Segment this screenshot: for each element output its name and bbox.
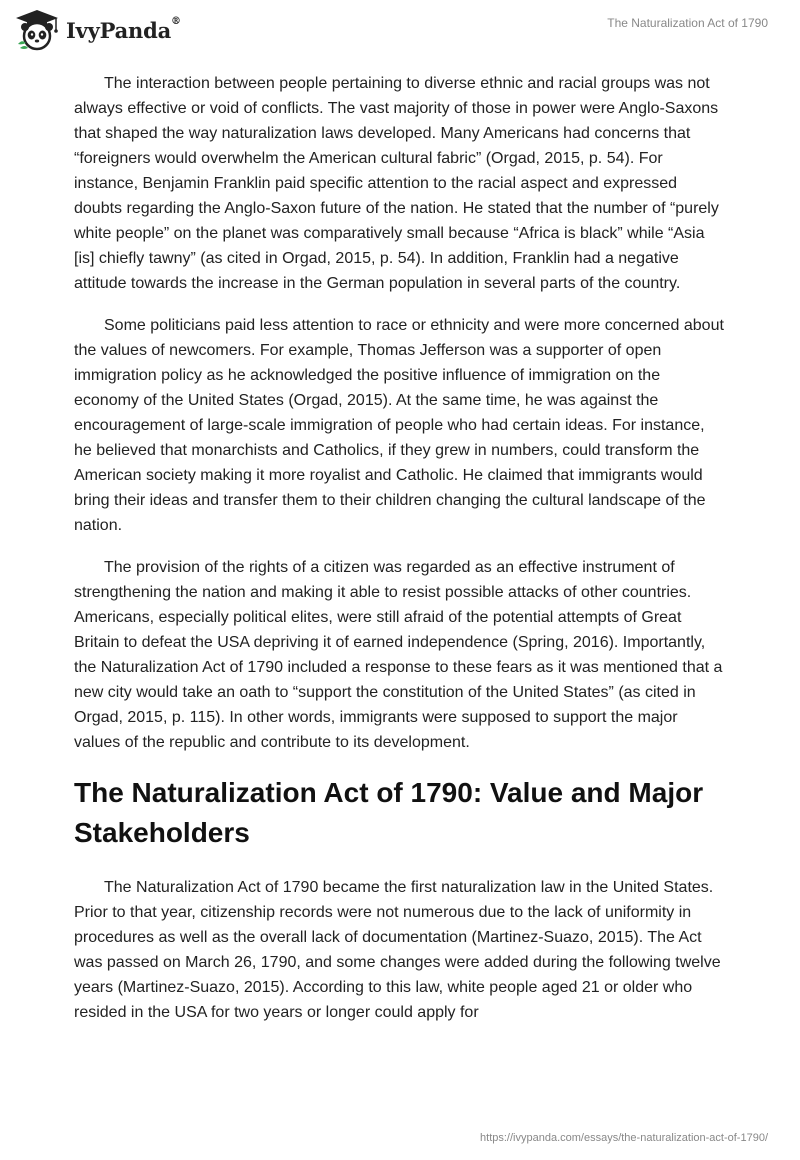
brand-logo[interactable]	[14, 8, 181, 52]
panda-graduate-icon	[14, 8, 60, 52]
page-header	[0, 0, 800, 60]
paragraph: Some politicians paid less attention to race or ethnicity and were more concerned about the values of newcomers. For example, Thomas Jefferson was a supporter of open immigration policy as he acknowledged the positive influence of immigration on the economy of the United States (Orgad, 2015). At the same time, he was against the encouragement of large-scale immigration of people who had certain ideas. For instance, he believed that monarchists and Catholics, if they grew in numbers, could transform the American society making it more royalist and Catholic. He claimed that immigrants would bring their ideas and transfer them to their children changing the cultural landscape of the nation.	[74, 317, 724, 534]
paragraph: The provision of the rights of a citizen was regarded as an effective instrument of strengthening the nation and making it able to resist possible attacks of other countries. Americans, especially political elites, were still afraid of the potential attempts of Great Britain to defeat the USA depriving it of earned independence (Spring, 2016). Importantly, the Naturalization Act of 1790 included a response to these fears as it was mentioned that a new city would take an oath to “support the constitution of the United States” (as cited in Orgad, 2015, p. 115). In other words, immigrants were supposed to support the major values of the republic and contribute to its development.	[74, 559, 723, 751]
section-heading: The Naturalization Act of 1790: Value and Major Stakeholders	[74, 777, 704, 848]
source-url[interactable]: https://ivypanda.com/essays/the-naturalization-act-of-1790/	[480, 1132, 768, 1144]
paragraph: The Naturalization Act of 1790 became the first naturalization law in the United States. Prior to that year, citizenship records were not numerous due to the lack of uniformity in procedures as well as the overall lack of documentation (Martinez-Suazo, 2015). The Act was passed on March 26, 1790, and some changes were added during the following twelve years (Martinez-Suazo, 2015). According to this law, white people aged 21 or older who resided in the USA for two years or longer could apply for	[74, 879, 721, 1021]
paragraph: The interaction between people pertaining to diverse ethnic and racial groups was not always effective or void of conflicts. The vast majority of those in power were Anglo-Saxons that shaped the way naturalization laws developed. Many Americans had concerns that “foreigners would overwhelm the American cultural fabric” (Orgad, 2015, p. 54). For instance, Benjamin Franklin paid specific attention to the racial aspect and expressed doubts regarding the Anglo-Saxon future of the nation. He stated that the number of “purely white people” on the planet was comparatively small because “Africa is black” while “Asia [is] chiefly tawny” (as cited in Orgad, 2015, p. 54). In addition, Franklin had a negative attitude towards the increase in the German population in several parts of the country.	[74, 75, 719, 292]
essay-content	[74, 71, 726, 1042]
brand-name: IvyPanda®	[66, 15, 181, 43]
document-title: The Naturalization Act of 1790	[607, 16, 768, 30]
